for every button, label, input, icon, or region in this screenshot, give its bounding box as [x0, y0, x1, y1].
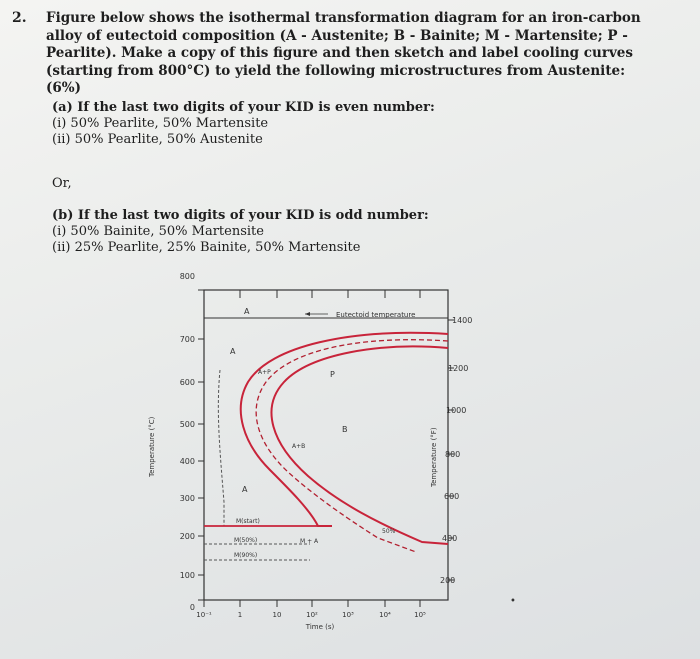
left-tick-100: 100 — [179, 571, 195, 580]
right-tick-200: 200 — [440, 576, 456, 585]
eutectoid-label: Eutectoid temperature — [336, 311, 416, 319]
y-axis-label-fahrenheit: Temperature (°F) — [430, 427, 438, 487]
fifty-percent-curve — [256, 340, 448, 552]
x-tick-1: 1 — [237, 611, 243, 619]
left-tick-200: 200 — [179, 532, 195, 541]
option-b-heading: (b) If the last two digits of your KID is odd number: — [52, 208, 429, 223]
isothermal-transformation-diagram — [148, 262, 510, 637]
right-tick-600: 600 — [444, 492, 460, 501]
x-tick-100: 10² — [306, 611, 318, 619]
bottom-axis-ticks — [204, 600, 420, 607]
region-a-plus-p: A+P — [258, 369, 271, 376]
x-tick-10: 10 — [272, 611, 282, 619]
question-text: Figure below shows the isothermal transformation diagram for an iron-carbon alloy of eutectoid composition (A - Austenite; B - Bainite; M - Martensite; P - Pearlite). Make a copy of this figure and then sketch and label cooling curves (starting from 800°C) to yield the following microstructures from Austenite: (6%) — [46, 10, 641, 96]
x-tick-100000: 10⁵ — [414, 611, 426, 619]
x-tick-0.1: 10⁻¹ — [196, 611, 212, 619]
region-a-plus-b: A+B — [292, 443, 306, 450]
left-tick-800: 800 — [179, 272, 195, 281]
left-axis-ticks — [198, 290, 204, 600]
region-m-plus-a: M + A — [300, 538, 319, 545]
region-a-low: A — [242, 485, 248, 494]
option-a-item-2: (ii) 50% Pearlite, 50% Austenite — [52, 132, 263, 147]
left-tick-500: 500 — [179, 420, 195, 429]
left-tick-0: 0 — [189, 603, 195, 612]
option-b — [52, 208, 429, 256]
right-tick-800: 800 — [445, 450, 461, 459]
m-start-label: M(start) — [236, 518, 260, 525]
eutectoid-arrowhead — [305, 312, 310, 316]
region-p: P — [330, 370, 335, 379]
left-tick-700: 700 — [179, 335, 195, 344]
x-tick-1000: 10³ — [342, 611, 354, 619]
region-b: B — [342, 425, 348, 434]
option-b-item-1: (i) 50% Bainite, 50% Martensite — [52, 224, 264, 239]
question-number: 2. — [12, 10, 27, 26]
or-text: Or, — [52, 176, 72, 191]
right-tick-1200: 1200 — [448, 364, 469, 373]
option-a-item-1: (i) 50% Pearlite, 50% Martensite — [52, 116, 269, 131]
y-axis-label-celsius: Temperature (°C) — [148, 416, 156, 477]
region-a-top: A — [244, 307, 250, 316]
x-tick-10000: 10⁴ — [379, 611, 391, 619]
left-tick-400: 400 — [179, 457, 195, 466]
m50-label: M(50%) — [234, 537, 258, 544]
right-tick-1400: 1400 — [452, 316, 473, 325]
x-axis-label: Time (s) — [305, 623, 335, 631]
left-dotted-guide — [218, 370, 224, 526]
left-tick-600: 600 — [179, 378, 195, 387]
right-tick-1000: 1000 — [446, 406, 467, 415]
option-b-item-2: (ii) 25% Pearlite, 25% Bainite, 50% Martensite — [52, 240, 361, 255]
region-a-mid: A — [230, 347, 236, 356]
right-tick-400: 400 — [442, 534, 458, 543]
option-a-heading: (a) If the last two digits of your KID is even number: — [52, 100, 435, 115]
ttt-diagram-svg — [148, 262, 510, 637]
top-axis-ticks — [204, 290, 420, 298]
m90-label: M(90%) — [234, 552, 258, 559]
fifty-percent-label: 50% — [382, 528, 396, 535]
stray-mark: • — [510, 596, 516, 607]
option-a — [52, 100, 435, 148]
left-tick-300: 300 — [179, 494, 195, 503]
